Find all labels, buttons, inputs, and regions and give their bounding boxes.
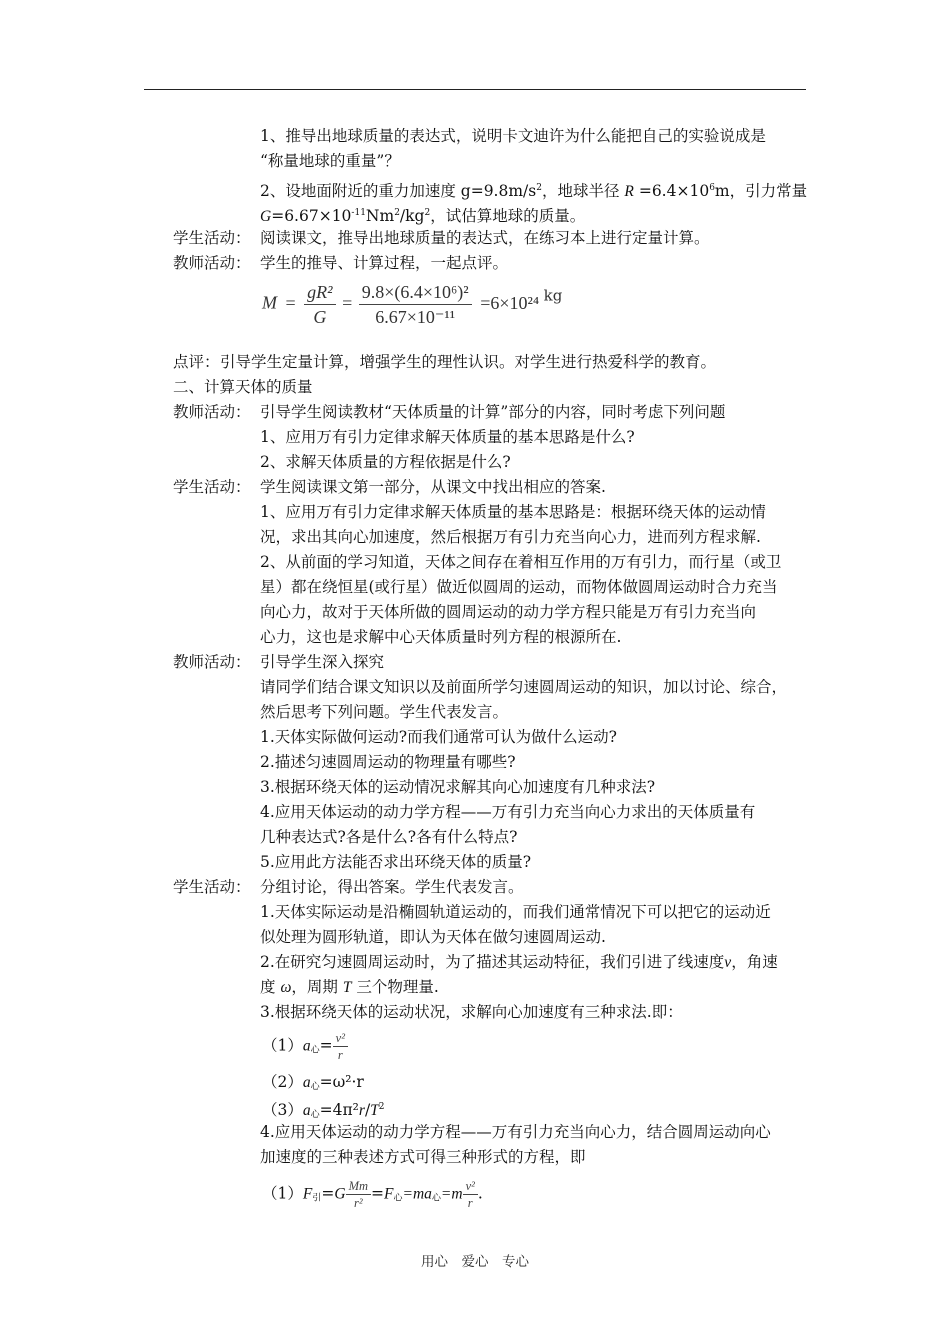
period: . xyxy=(477,1184,483,1203)
equals-sign: = xyxy=(285,292,296,313)
unit-kg: kg xyxy=(543,286,563,305)
fraction-v2-over-r xyxy=(463,1178,478,1211)
student-activity-label: 学生活动： xyxy=(173,478,251,496)
result-value: =6×10²⁴ xyxy=(480,292,540,313)
page-footer: 用心 爱心 专心 xyxy=(421,1254,529,1270)
formula-text: =4π² xyxy=(319,1101,359,1119)
paragraph-line: 请同学们结合课文知识以及前面所学匀速圆周运动的知识，加以讨论、综合， xyxy=(260,678,788,696)
student-activity-text: 分组讨论，得出答案。学生代表发言。 xyxy=(260,878,524,896)
variable-v: v xyxy=(724,954,732,971)
teacher-activity-text: 引导学生深入探究 xyxy=(260,653,385,671)
question-2-line-2 xyxy=(260,202,585,228)
superscript: -11 xyxy=(351,208,366,218)
denominator: r xyxy=(337,1048,343,1062)
variable-a: a xyxy=(302,1074,311,1091)
text-segment: m，引力常量 xyxy=(714,182,808,200)
question-item: 2、求解天体质量的方程依据是什么? xyxy=(260,453,511,471)
superscript: 6 xyxy=(709,183,715,193)
answer-line: 向心力，故对于天体所做的圆周运动的动力学方程只能是万有引力充当向 xyxy=(260,603,757,621)
answer-line: 况，求出其向心加速度，然后根据万有引力充当向心力，进而列方程求解. xyxy=(260,528,761,546)
text-segment: 2、设地面附近的重力加速度 g=9.8m/s xyxy=(260,182,537,200)
answer-line: 加速度的三种表述方式可得三种形式的方程，即 xyxy=(260,1148,586,1166)
formula-text: =m xyxy=(440,1185,463,1203)
text-segment: ，地球半径 xyxy=(541,182,620,200)
formula-1 xyxy=(262,1030,348,1066)
text-segment: =6.4×10 xyxy=(638,182,710,200)
section-heading: 二、计算天体的质量 xyxy=(173,378,313,396)
formula-number: （3） xyxy=(262,1101,303,1119)
formula-number: （1） xyxy=(262,1184,303,1203)
superscript: 2 xyxy=(424,208,431,218)
force-formula-1 xyxy=(262,1178,483,1214)
equals-sign: = xyxy=(319,1036,333,1055)
comment-text: 引导学生定量计算，增强学生的理性认识。对学生进行热爱科学的教育。 xyxy=(220,353,717,371)
denominator: 6.67×10⁻¹¹ xyxy=(375,307,456,327)
answer-line: 星）都在绕恒星(或行星）做近似圆周的运动，而物体做圆周运动时合力充当 xyxy=(260,578,778,596)
question-item: 2.描述匀速圆周运动的物理量有哪些? xyxy=(260,753,516,771)
question-item: 几种表达式?各是什么?各有什么特点? xyxy=(260,828,518,846)
question-item: 4.应用天体运动的动力学方程——万有引力充当向心力求出的天体质量有 xyxy=(260,803,756,821)
variable-T: T xyxy=(370,1102,379,1119)
question-item: 3.根据环绕天体的运动情况求解其向心加速度有几种求法? xyxy=(260,778,656,796)
superscript: 2 xyxy=(536,183,542,193)
denominator: r² xyxy=(353,1196,363,1210)
subscript: 心 xyxy=(310,1110,320,1120)
equals-sign: = xyxy=(342,292,353,313)
question-item: 5.应用此方法能否求出环绕天体的质量? xyxy=(260,853,532,871)
earth-mass-formula xyxy=(262,280,562,340)
answer-line xyxy=(260,976,439,999)
text-segment: ，试估算地球的质量。 xyxy=(430,207,586,225)
variable-G: G xyxy=(334,1185,346,1203)
numerator: v² xyxy=(333,1030,348,1047)
variable-T: T xyxy=(342,979,352,996)
text-segment: 2.在研究匀速圆周运动时，为了描述其运动特征，我们引进了线速度 xyxy=(260,953,725,971)
fraction-gR2-over-G xyxy=(304,280,335,329)
answer-line: 似处理为圆形轨道，即认为天体在做匀速圆周运动. xyxy=(260,928,606,946)
superscript: 2 xyxy=(378,1102,385,1112)
text-segment: =6.67×10 xyxy=(271,207,352,225)
question-item: 1、应用万有引力定律求解天体质量的基本思路是什么? xyxy=(260,428,635,446)
variable-r: r xyxy=(358,1102,365,1119)
denominator: G xyxy=(313,307,327,327)
variable-F: F xyxy=(384,1185,394,1203)
teacher-activity-label: 教师活动： xyxy=(173,254,251,272)
subscript: 心 xyxy=(431,1193,441,1204)
superscript: 2 xyxy=(394,208,400,218)
text-segment: /kg xyxy=(399,207,425,225)
subscript: 心 xyxy=(310,1082,320,1092)
comment-label: 点评： xyxy=(173,353,220,371)
teacher-activity-text: 引导学生阅读教材“天体质量的计算”部分的内容，同时考虑下列问题 xyxy=(260,403,726,421)
variable-G: G xyxy=(260,208,272,225)
formula-number: （1） xyxy=(262,1036,303,1055)
equals-sign: = xyxy=(371,1184,385,1203)
student-activity-text: 阅读课文，推导出地球质量的表达式，在练习本上进行定量计算。 xyxy=(260,229,710,247)
numerator: Mm xyxy=(346,1178,371,1195)
formula-text: =ω²·r xyxy=(319,1073,364,1091)
variable-omega: ω xyxy=(280,979,292,996)
formula-text: =ma xyxy=(402,1185,432,1203)
formula-text: / xyxy=(364,1101,371,1119)
student-activity-label: 学生活动： xyxy=(173,229,251,247)
variable-a: a xyxy=(302,1102,311,1119)
denominator: r xyxy=(467,1196,473,1210)
question-2-line-1 xyxy=(260,177,807,203)
answer-line: 心力，这也是求解中心天体质量时列方程的根源所在. xyxy=(260,628,622,646)
paragraph-line: 然后思考下列问题。学生代表发言。 xyxy=(260,703,509,721)
variable-R: R xyxy=(624,183,634,200)
fraction-numeric xyxy=(359,280,472,329)
question-item: 1.天体实际做何运动?而我们通常可认为做什么运动? xyxy=(260,728,617,746)
subscript: 心 xyxy=(310,1045,320,1056)
answer-line: 2、从前面的学习知道，天体之间存在着相互作用的万有引力，而行星（或卫 xyxy=(260,553,782,571)
answer-line xyxy=(260,951,778,974)
numerator: gR² xyxy=(304,280,335,305)
subscript: 心 xyxy=(393,1193,403,1204)
teacher-activity-label: 教师活动： xyxy=(173,403,251,421)
fraction-Mm-over-r2 xyxy=(346,1178,371,1211)
numerator: v² xyxy=(463,1178,478,1195)
teacher-activity-text: 学生的推导、计算过程，一起点评。 xyxy=(260,254,509,272)
variable-M: M xyxy=(262,292,277,313)
text-segment: ，角速 xyxy=(731,953,778,971)
question-1-line-2: “称量地球的重量”？ xyxy=(260,152,400,170)
text-segment: 三个物理量. xyxy=(356,978,439,996)
variable-F: F xyxy=(302,1185,313,1203)
formula-2 xyxy=(262,1071,364,1098)
text-segment: Nm xyxy=(365,207,395,225)
answer-line: 1.天体实际运动是沿椭圆轨道运动的，而我们通常情况下可以把它的运动近 xyxy=(260,903,771,921)
text-segment: ，周期 xyxy=(291,978,338,996)
subscript: 引 xyxy=(312,1193,322,1204)
question-1-line-1: 1、推导出地球质量的表达式，说明卡文迪许为什么能把自己的实验说成是 xyxy=(260,127,766,145)
answer-line: 3.根据环绕天体的运动状况，求解向心加速度有三种求法.即： xyxy=(260,1003,683,1021)
numerator: 9.8×(6.4×10⁶)² xyxy=(359,280,472,305)
variable-a: a xyxy=(302,1037,311,1055)
formula-number: （2） xyxy=(262,1073,303,1091)
text-segment: 度 xyxy=(260,978,276,996)
header-rule xyxy=(144,89,806,90)
answer-line: 1、应用万有引力定律求解天体质量的基本思路是：根据环绕天体的运动情 xyxy=(260,503,766,521)
fraction-v2-over-r xyxy=(333,1030,348,1063)
equals-sign: = xyxy=(321,1184,335,1203)
student-activity-label: 学生活动： xyxy=(173,878,251,896)
teacher-activity-label: 教师活动： xyxy=(173,653,251,671)
student-activity-text: 学生阅读课文第一部分，从课文中找出相应的答案. xyxy=(260,478,606,496)
answer-line: 4.应用天体运动的动力学方程——万有引力充当向心力，结合圆周运动向心 xyxy=(260,1123,771,1141)
